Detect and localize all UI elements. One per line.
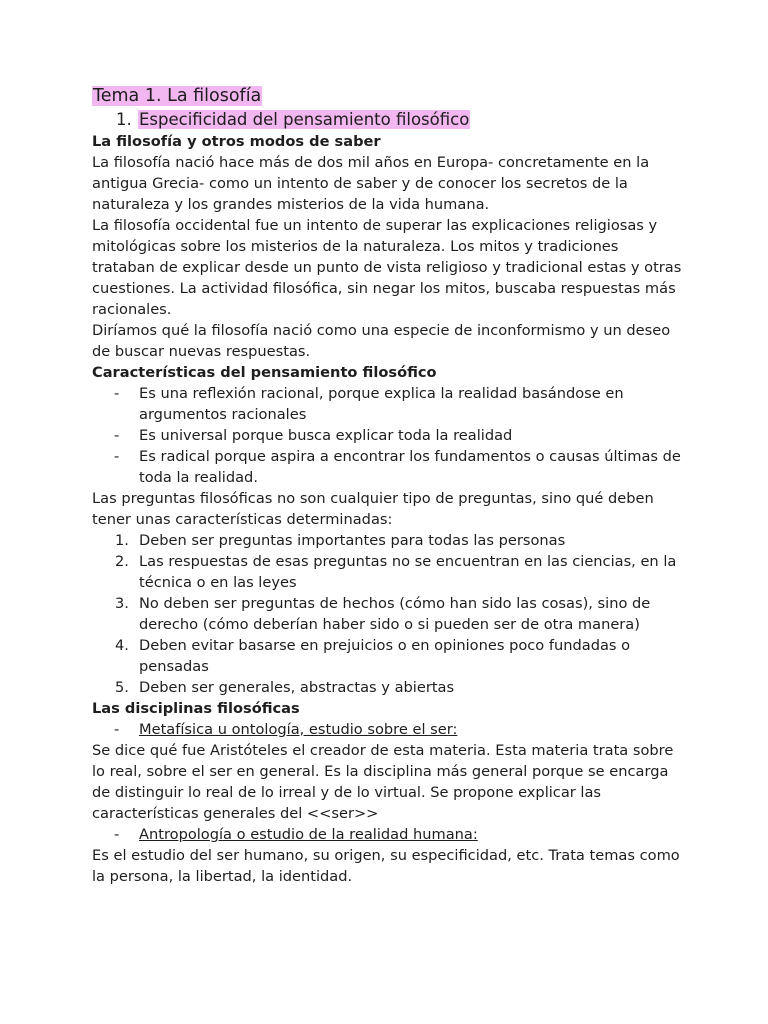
paragraph: Las preguntas filosóficas no son cualquier tipo de preguntas, sino qué deben tener unas características determinadas: — [92, 490, 654, 528]
list-item — [92, 383, 682, 425]
number-marker: 2. — [115, 553, 129, 570]
list-item — [92, 425, 682, 446]
list-item — [92, 551, 682, 593]
list-item — [92, 677, 682, 698]
document-subtitle — [92, 109, 682, 131]
number-marker: 5. — [115, 679, 129, 696]
disciplines-list-1 — [92, 719, 682, 740]
paragraph: Se dice qué fue Aristóteles el creador de esta materia. Esta materia trata sobre lo real, sobre el ser en general. Es la disciplina más general porque se encarga de distinguir lo real de lo irreal y de lo virtual. Se propone explicar las características generales del <<ser>> — [92, 742, 674, 822]
list-item-text: Es universal porque busca explicar toda la realidad — [139, 427, 513, 444]
number-marker: 1. — [115, 532, 129, 549]
section-heading-filosofia-saber: La filosofía y otros modos de saber — [92, 133, 381, 150]
list-item — [92, 446, 682, 488]
list-item-text: Las respuestas de esas preguntas no se encuentran en las ciencias, en la técnica o en las leyes — [139, 553, 677, 591]
document-page — [92, 84, 682, 887]
list-item — [92, 719, 682, 740]
questions-list — [92, 530, 682, 698]
title-highlight: Tema 1. La filosofía — [93, 86, 262, 106]
paragraph: La filosofía nació hace más de dos mil años en Europa- concretamente en la antigua Grecia- como un intento de saber y de conocer los secretos de la naturaleza y los grandes misterios de la vida humana. — [92, 154, 650, 213]
subtitle-highlight: Especificidad del pensamiento filosófico — [139, 110, 470, 129]
list-item-text: Es radical porque aspira a encontrar los fundamentos o causas últimas de toda la realidad. — [139, 448, 681, 486]
section-heading-disciplinas: Las disciplinas filosóficas — [92, 700, 300, 717]
list-item — [92, 824, 682, 845]
characteristics-list — [92, 383, 682, 488]
document-title — [92, 84, 682, 109]
list-item-text: Deben evitar basarse en prejuicios o en opiniones poco fundadas o pensadas — [139, 637, 631, 675]
list-item-text: No deben ser preguntas de hechos (cómo han sido las cosas), sino de derecho (cómo deberían haber sido o si pueden ser de otra manera) — [139, 595, 651, 633]
list-item-text: Es una reflexión racional, porque explica la realidad basándose en argumentos racionales — [139, 385, 624, 423]
discipline-label-metafisica: Metafísica u ontología, estudio sobre el ser: — [139, 721, 458, 738]
list-item-text: Deben ser generales, abstractas y abiertas — [139, 679, 455, 696]
list-item — [92, 530, 682, 551]
number-marker: 3. — [115, 595, 129, 612]
disciplines-list-2 — [92, 824, 682, 845]
number-marker: 4. — [115, 637, 129, 654]
paragraph: Diríamos qué la filosofía nació como una especie de inconformismo y un deseo de buscar nuevas respuestas. — [92, 322, 671, 360]
section-heading-caracteristicas: Características del pensamiento filosófico — [92, 364, 437, 381]
discipline-label-antropologia: Antropología o estudio de la realidad humana: — [139, 826, 478, 843]
dash-marker: - — [114, 721, 120, 738]
dash-marker: - — [114, 385, 120, 402]
dash-marker: - — [114, 826, 120, 843]
list-item — [92, 635, 682, 677]
list-item-text: Deben ser preguntas importantes para todas las personas — [139, 532, 566, 549]
subtitle-number: 1. — [116, 110, 132, 129]
list-item — [92, 593, 682, 635]
paragraph: Es el estudio del ser humano, su origen, su especificidad, etc. Trata temas como la persona, la libertad, la identidad. — [92, 847, 680, 885]
paragraph: La filosofía occidental fue un intento de superar las explicaciones religiosas y mitológicas sobre los misterios de la naturaleza. Los mitos y tradiciones trataban de explicar desde un punto de vista religioso y tradicional estas y otras cuestiones. La actividad filosófica, sin negar los mitos, buscaba respuestas más racionales. — [92, 217, 682, 318]
dash-marker: - — [114, 427, 120, 444]
dash-marker: - — [114, 448, 120, 465]
